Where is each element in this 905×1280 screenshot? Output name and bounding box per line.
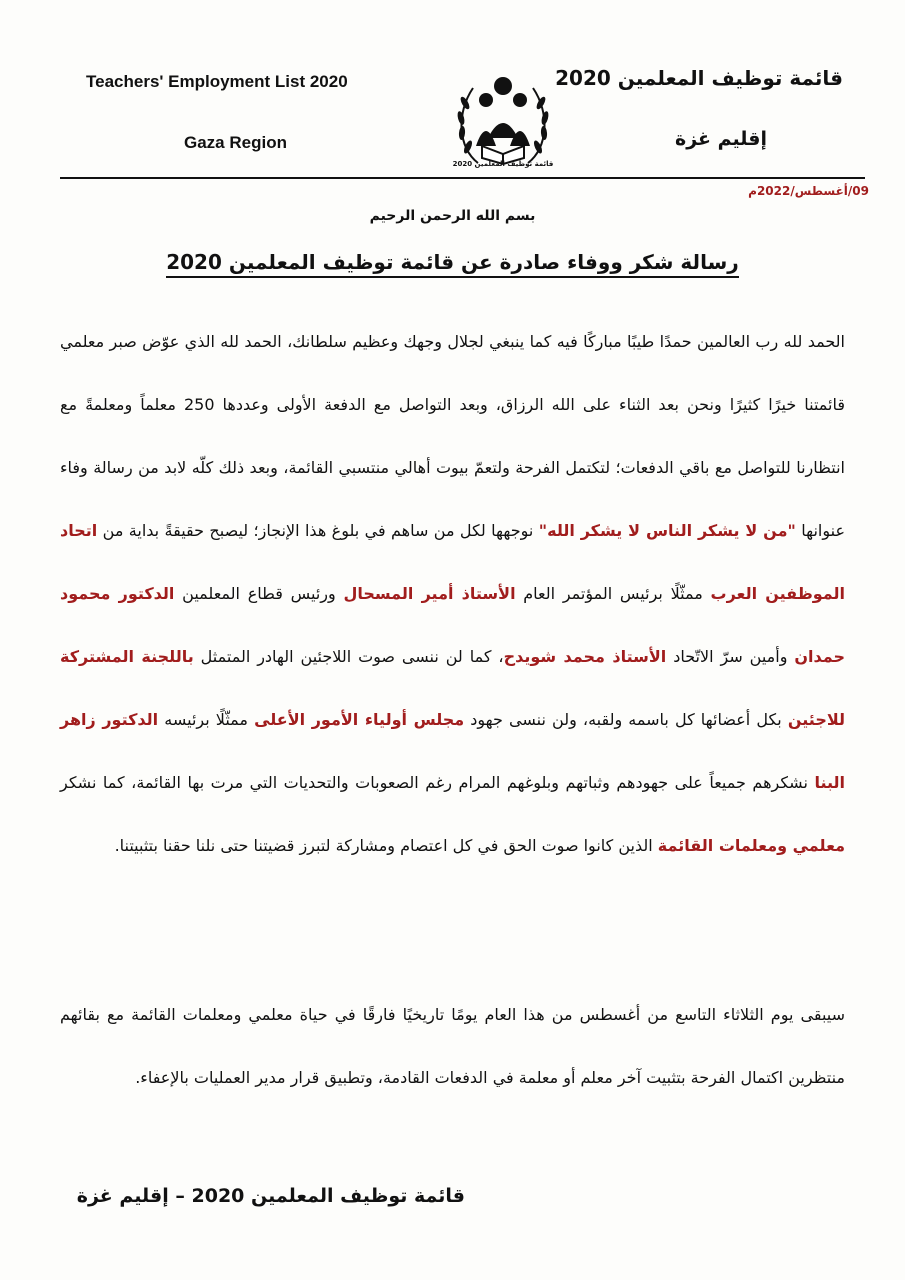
header-divider [60, 177, 865, 179]
letter-title-text: رسالة شكر ووفاء صادرة عن قائمة توظيف المعلمين 2020 [166, 250, 739, 278]
basmala: بسم الله الرحمن الرحيم [369, 208, 536, 224]
p1-text-1: الحمد لله رب العالمين حمدًا طيبًا مباركًا فيه كما ينبغي لجلال وجهك وعظيم سلطانك، الحمد لله الذي عوّض صبر معلمي قائمتنا خيرًا كثيرًا ونحن بعد الثناء على الله الرزاق، وبعد التواصل مع الدفعة الأولى وعددها 250 معلماً ومعلمةً مع انتظارنا للتواصل مع باقي الدفعات؛ لتكتمل الفرحة ولتعمّ بيوت أهالي منتسبي القائمة، وبعد ذلك كلّه لابد من رسالة وفاء عنوانها [60, 332, 845, 540]
p1-text-7: بكل أعضائها كل باسمه ولقبه، ولن ننسى جهود [464, 710, 788, 729]
paragraph-1 [60, 310, 845, 877]
paragraph-2-text: سيبقى يوم الثلاثاء التاسع من أغسطس من هذا العام يومًا تاريخيًا فارقًا في حياة معلمي ومعلمات القائمة مع بقائهم منتظرين اكتمال الفرحة بتثبيت آخر معلم أو معلمة في الدفعات القادمة، وتطبيق قرار مدير العمليات بالإعفاء. [60, 1005, 845, 1087]
header-arabic-region: إقليم غزة [675, 128, 767, 150]
letter-date: 09/أغسطس/2022م [748, 184, 869, 198]
p1-union-highlight: اتحاد الموظفين العرب [60, 521, 846, 603]
p1-council-highlight: مجلس أولياء الأمور الأعلى [254, 710, 465, 729]
p1-teachers-highlight: معلمي ومعلمات القائمة [657, 836, 845, 855]
p1-text-5: وأمين سرّ الاتّحاد [666, 647, 795, 666]
footer-signature: قائمة توظيف المعلمين 2020 – إقليم غزة [76, 1185, 465, 1207]
p1-name-highlight-3: الأستاذ محمد شويدح [503, 647, 667, 666]
p1-name-highlight-4: الدكتور زاهر البنا [60, 710, 845, 792]
p1-committee-highlight: باللجنة المشتركة للاجئين [60, 647, 846, 729]
letter-title [0, 250, 905, 274]
p1-text-10: الذين كانوا صوت الحق في كل اعتصام ومشاركة لتبرز قضيتنا حتى نلنا حقنا بتثبيتنا. [114, 836, 658, 855]
header-arabic-title: قائمة توظيف المعلمين 2020 [555, 66, 843, 90]
p1-text-8: ممثّلًا برئيسه [158, 710, 255, 729]
p1-text-9: نشكرهم جميعاً على جهودهم وثباتهم وبلوغهم المرام رغم الصعوبات والتحديات التي مرت بها القائمة، كما نشكر [60, 773, 815, 792]
p1-name-highlight-2: الدكتور محمود حمدان [60, 584, 845, 666]
p1-quote-highlight: "من لا يشكر الناس لا يشكر الله" [538, 521, 796, 540]
p1-name-highlight-1: الأستاذ أمير المسحال [343, 584, 516, 603]
p1-text-3: ممثّلًا برئيس المؤتمر العام [515, 584, 711, 603]
logo-caption: قائمة توظيف المعلمين 2020 [452, 160, 554, 168]
p1-text-6: ، كما لن ننسى صوت اللاجئين الهادر المتمثل [193, 647, 504, 666]
header-english-region: Gaza Region [184, 133, 287, 152]
paragraph-2 [60, 983, 845, 1109]
p1-text-2: نوجهها لكل من ساهم في بلوغ هذا الإنجاز؛ ليصبح حقيقةً بداية من [97, 521, 539, 540]
header-english-title: Teachers' Employment List 2020 [86, 72, 348, 91]
p1-text-4: ورئيس قطاع المعلمين [174, 584, 344, 603]
